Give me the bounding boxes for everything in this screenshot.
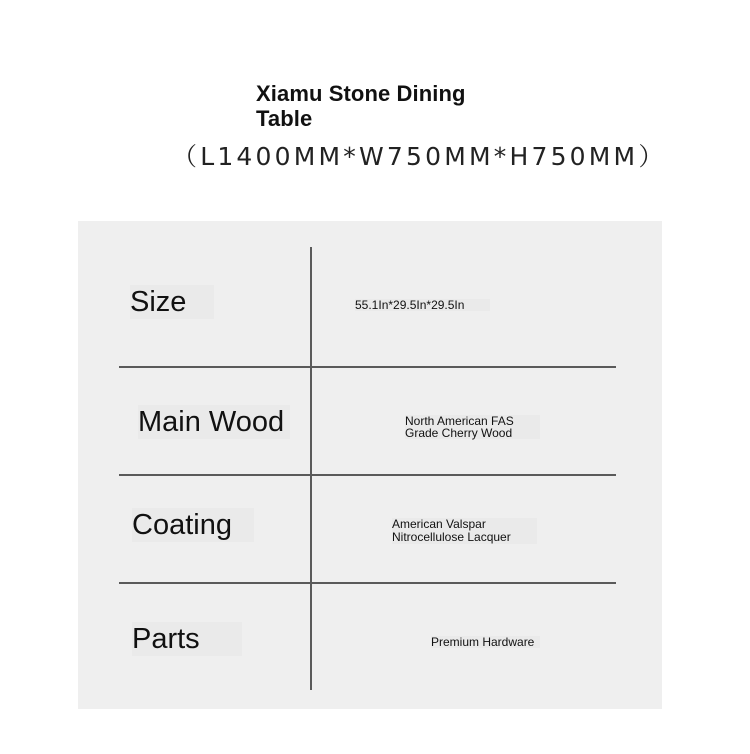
spec-value-size: 55.1In*29.5In*29.5In (355, 299, 490, 311)
spec-value-parts: Premium Hardware (431, 636, 540, 648)
spec-label-main-wood: Main Wood (138, 405, 290, 439)
row-divider (119, 474, 616, 476)
row-divider (119, 366, 616, 368)
spec-label-size: Size (130, 285, 214, 319)
spec-table (78, 221, 662, 709)
spec-label-parts: Parts (132, 622, 242, 656)
column-divider (310, 247, 312, 690)
product-dimensions: （L1400MM*W750MM*H750MM） (172, 142, 667, 171)
spec-value-coating: American Valspar Nitrocellulose Lacquer (392, 518, 537, 544)
product-title: Xiamu Stone Dining Table (256, 81, 466, 131)
spec-value-main-wood: North American FAS Grade Cherry Wood (405, 415, 540, 439)
spec-label-coating: Coating (132, 508, 254, 542)
row-divider (119, 582, 616, 584)
